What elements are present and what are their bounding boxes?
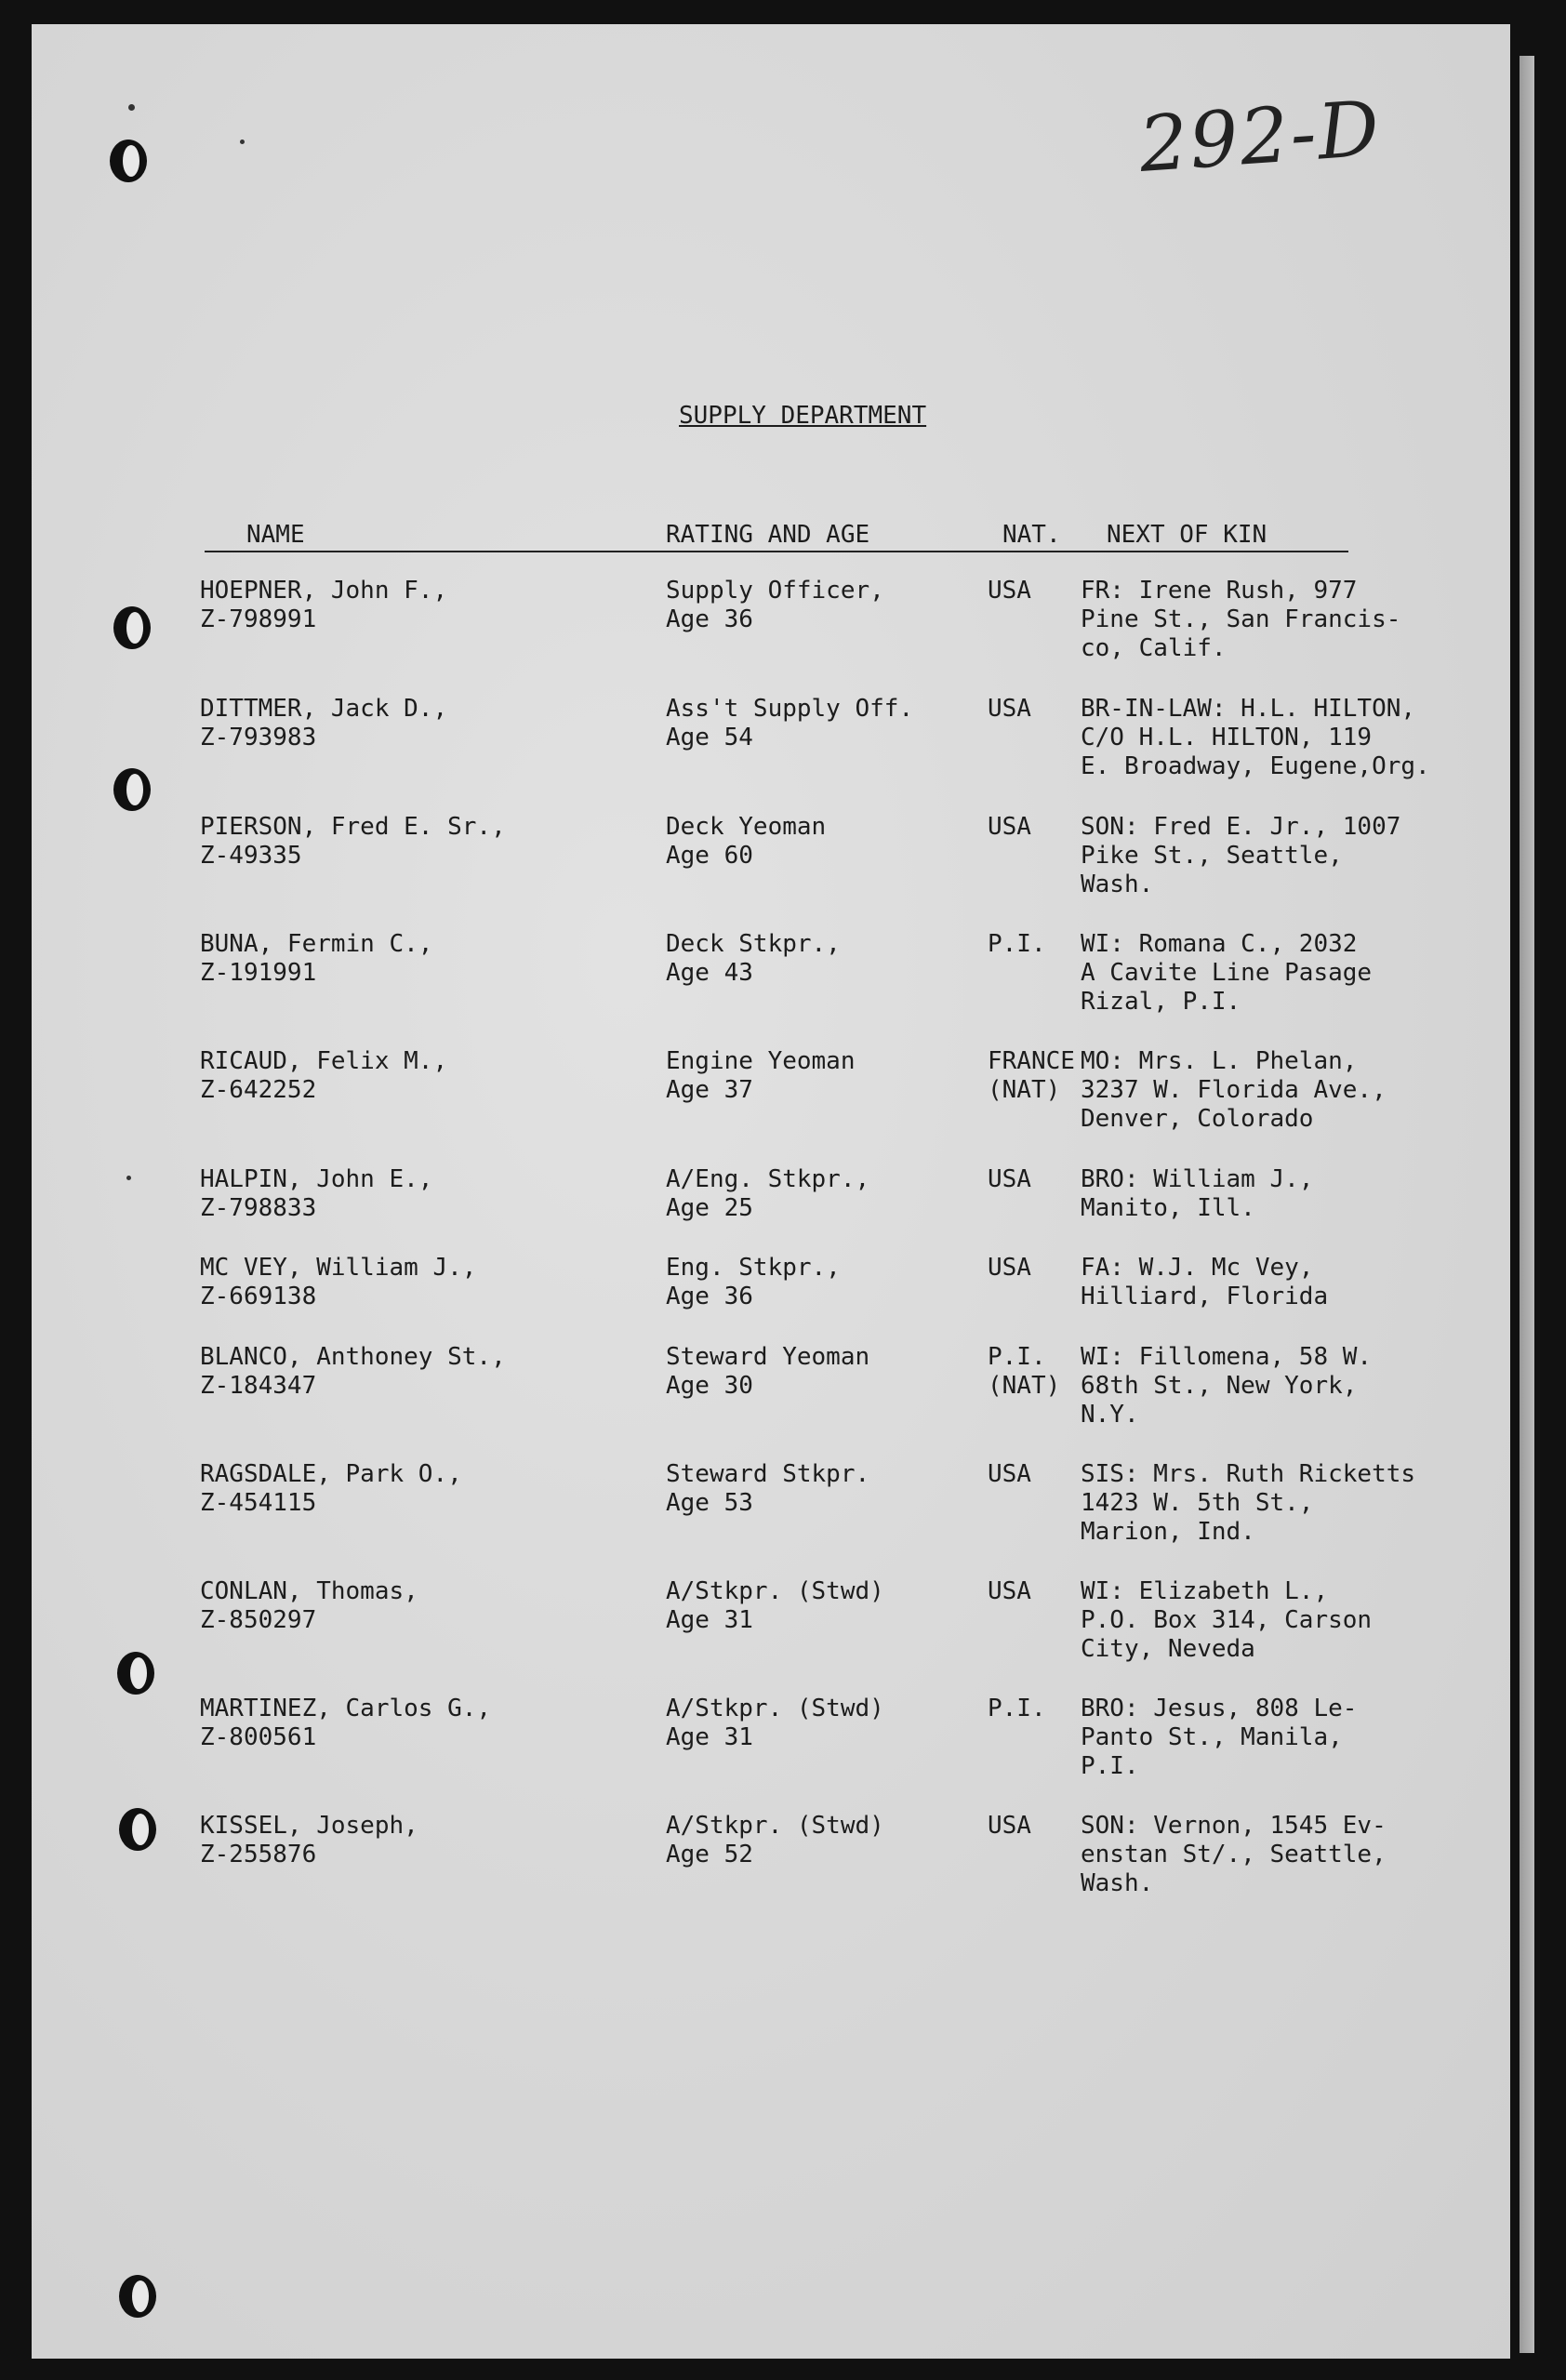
header-next-of-kin: NEXT OF KIN	[1107, 521, 1267, 549]
entry-name: BLANCO, Anthoney St., Z-184347	[200, 1343, 506, 1400]
speck	[240, 140, 245, 144]
entry-next-of-kin: FR: Irene Rush, 977 Pine St., San Francis- co, Calif.	[1081, 577, 1401, 662]
entry-nat: USA	[988, 1254, 1031, 1282]
entry-name: MC VEY, William J., Z-669138	[200, 1254, 477, 1310]
entry-next-of-kin: BRO: William J., Manito, Ill.	[1081, 1165, 1314, 1222]
entry-name: BUNA, Fermin C., Z-191991	[200, 930, 433, 987]
entry-rating-age: Engine Yeoman Age 37	[666, 1047, 856, 1104]
binder-hole	[119, 2275, 156, 2318]
binder-hole	[113, 606, 151, 649]
entry-nat: USA	[988, 1165, 1031, 1193]
entry-name: DITTMER, Jack D., Z-793983	[200, 695, 448, 751]
entry-name: MARTINEZ, Carlos G., Z-800561	[200, 1695, 492, 1751]
page-number: 292-D	[1136, 85, 1384, 190]
entry-nat: FRANCE (NAT)	[988, 1047, 1075, 1104]
entry-nat: P.I.	[988, 930, 1046, 958]
entry-nat: USA	[988, 1460, 1031, 1488]
header-rating-age: RATING AND AGE	[666, 521, 870, 549]
entry-next-of-kin: SON: Vernon, 1545 Ev- enstan St/., Seattle, Wash.	[1081, 1812, 1387, 1897]
entry-rating-age: A/Stkpr. (Stwd) Age 52	[666, 1812, 884, 1868]
entry-rating-age: Supply Officer, Age 36	[666, 577, 884, 633]
entry-rating-age: A/Stkpr. (Stwd) Age 31	[666, 1577, 884, 1634]
entry-next-of-kin: BR-IN-LAW: H.L. HILTON, C/O H.L. HILTON, 119 E. Broadway, Eugene,Org.	[1081, 695, 1430, 780]
entry-name: KISSEL, Joseph, Z-255876	[200, 1812, 418, 1868]
entry-next-of-kin: BRO: Jesus, 808 Le- Panto St., Manila, P.I.	[1081, 1695, 1358, 1780]
header-name: NAME	[246, 521, 305, 549]
entry-name: HOEPNER, John F., Z-798991	[200, 577, 448, 633]
speck	[126, 1176, 131, 1180]
entry-next-of-kin: WI: Romana C., 2032 A Cavite Line Pasage Rizal, P.I.	[1081, 930, 1373, 1016]
entry-name: RICAUD, Felix M., Z-642252	[200, 1047, 448, 1104]
entry-nat: P.I.	[988, 1695, 1046, 1722]
speck	[128, 104, 135, 111]
page-title: SUPPLY DEPARTMENT	[679, 402, 927, 430]
header-rule	[205, 551, 1348, 552]
entry-nat: USA	[988, 1577, 1031, 1605]
entry-rating-age: Steward Stkpr. Age 53	[666, 1460, 870, 1517]
entry-rating-age: A/Stkpr. (Stwd) Age 31	[666, 1695, 884, 1751]
entry-name: PIERSON, Fred E. Sr., Z-49335	[200, 813, 506, 870]
binder-hole	[110, 140, 147, 182]
entry-next-of-kin: FA: W.J. Mc Vey, Hilliard, Florida	[1081, 1254, 1329, 1310]
entry-name: RAGSDALE, Park O., Z-454115	[200, 1460, 462, 1517]
entry-next-of-kin: SIS: Mrs. Ruth Ricketts 1423 W. 5th St., Marion, Ind.	[1081, 1460, 1416, 1546]
page-edge	[1520, 56, 1534, 2353]
entry-rating-age: Deck Yeoman Age 60	[666, 813, 827, 870]
header-nat: NAT.	[1002, 521, 1061, 549]
entry-rating-age: Eng. Stkpr., Age 36	[666, 1254, 841, 1310]
entry-rating-age: Ass't Supply Off. Age 54	[666, 695, 914, 751]
entry-rating-age: Steward Yeoman Age 30	[666, 1343, 870, 1400]
entry-nat: P.I. (NAT)	[988, 1343, 1061, 1400]
entry-nat: USA	[988, 695, 1031, 723]
binder-hole	[117, 1652, 154, 1695]
entry-next-of-kin: WI: Elizabeth L., P.O. Box 314, Carson City, Neveda	[1081, 1577, 1373, 1663]
binder-hole	[119, 1808, 156, 1851]
entry-rating-age: Deck Stkpr., Age 43	[666, 930, 841, 987]
entry-name: CONLAN, Thomas, Z-850297	[200, 1577, 418, 1634]
entry-rating-age: A/Eng. Stkpr., Age 25	[666, 1165, 870, 1222]
entry-nat: USA	[988, 813, 1031, 841]
entry-nat: USA	[988, 577, 1031, 605]
binder-hole	[113, 768, 151, 811]
entry-next-of-kin: WI: Fillomena, 58 W. 68th St., New York, N.Y.	[1081, 1343, 1373, 1429]
entry-next-of-kin: SON: Fred E. Jr., 1007 Pike St., Seattle, Wash.	[1081, 813, 1401, 898]
entry-name: HALPIN, John E., Z-798833	[200, 1165, 433, 1222]
entry-nat: USA	[988, 1812, 1031, 1840]
entry-next-of-kin: MO: Mrs. L. Phelan, 3237 W. Florida Ave., Denver, Colorado	[1081, 1047, 1387, 1133]
